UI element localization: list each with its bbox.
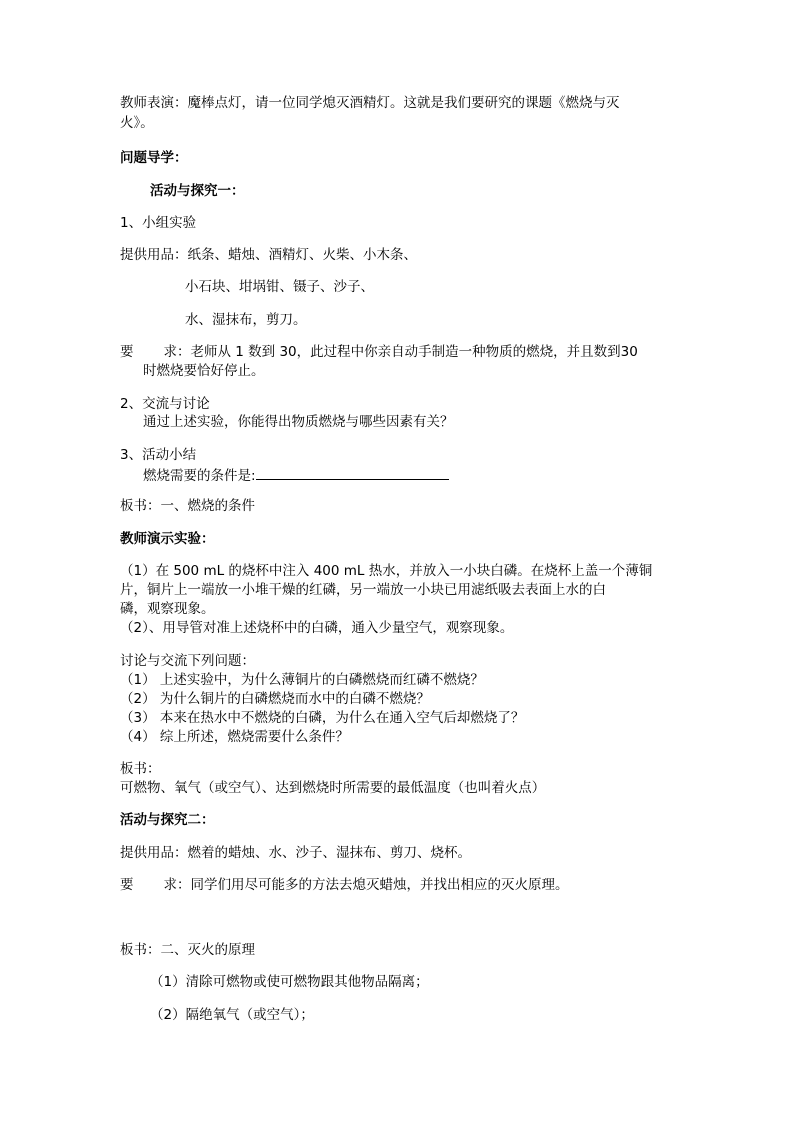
intro-line-1: 教师表演：魔棒点灯，请一位同学熄灭酒精灯。这就是我们要研究的课题《燃烧与灭 (120, 95, 620, 111)
intro-line-2: 火》。 (120, 115, 154, 131)
activity2-heading: 活动与探究二： (120, 812, 215, 828)
discussion-question-2: （2） 为什么铜片的白磷燃烧而水中的白磷不燃烧？ (120, 691, 430, 707)
activity2-req-text: 同学们用尽可能多的方法去熄灭蜡烛，并找出相应的灭火原理。 (190, 877, 569, 893)
activity2-requirement (120, 876, 569, 894)
supplies-text-1: 纸条、蜡烛、酒精灯、火柴、小木条、 (187, 247, 417, 263)
activity2-req-label-b: 求： (163, 877, 191, 893)
activity1-heading: 活动与探究一： (150, 183, 245, 199)
demo-step1-line-3: 磷，观察现象。 (120, 601, 215, 617)
requirement-label-b: 求： (163, 344, 191, 360)
extinguish-principle-2: （2）隔绝氧气（或空气）； (150, 1007, 314, 1023)
activity2-req-label-a: 要 (120, 877, 134, 893)
activity1-item3: 3、活动小结 (120, 447, 197, 463)
activity1-item2-text: 通过上述实验，你能得出物质燃烧与哪些因素有关？ (143, 414, 454, 430)
discussion-question-4: （4） 综上所述，燃烧需要什么条件？ (120, 729, 349, 745)
requirement-label-a: 要 (120, 344, 134, 360)
discussion-heading: 讨论与交流下列问题： (120, 653, 255, 669)
condition-prompt: 燃烧需要的条件是: (143, 468, 256, 484)
activity1-item1: 1、小组实验 (120, 215, 197, 231)
requirement-line-1 (120, 343, 638, 361)
discussion-question-1: （1） 上述实验中，为什么薄铜片的白磷燃烧而红磷不燃烧？ (120, 672, 484, 688)
activity1-item2: 2、交流与讨论 (120, 396, 210, 412)
supplies-line-2: 小石块、坩埚钳、镊子、沙子、 (185, 279, 374, 295)
requirement-line-2: 时燃烧要恰好停止。 (143, 363, 265, 379)
board-note-1: 板书：一、燃烧的条件 (120, 498, 255, 514)
fill-in-blank (256, 465, 449, 480)
board-note-2-label: 板书： (120, 761, 161, 777)
demo-heading: 教师演示实验： (120, 531, 215, 547)
board-note-2-text: 可燃物、氧气（或空气）、达到燃烧时所需要的最低温度（也叫着火点） (120, 780, 546, 796)
activity1-item3-line (143, 465, 449, 485)
extinguish-principle-1: （1）清除可燃物或使可燃物跟其他物品隔离； (150, 974, 429, 990)
supplies-label: 提供用品： (120, 247, 188, 263)
discussion-question-3: （3） 本来在热水中不燃烧的白磷，为什么在通入空气后却燃烧了？ (120, 710, 525, 726)
requirement-text-1: 老师从 1 数到 30，此过程中你亲自动手制造一种物质的燃烧，并且数到30 (190, 344, 638, 360)
activity2-supplies: 提供用品：燃着的蜡烛、水、沙子、湿抹布、剪刀、烧杯。 (120, 845, 471, 861)
demo-step2: （2）、用导管对准上述烧杯中的白磷，通入少量空气，观察现象。 (120, 620, 514, 636)
demo-step1-line-2: 片，铜片上一端放一小堆干燥的红磷，另一端放一小块已用滤纸吸去表面上水的白 (120, 582, 606, 598)
supplies-line-3: 水、湿抹布，剪刀。 (185, 312, 307, 328)
board-note-3: 板书：二、灭火的原理 (120, 942, 255, 958)
demo-step1-line-1: （1）在 500 mL 的烧杯中注入 400 mL 热水，并放入一小块白磷。在烧杯上盖一个薄铜 (120, 563, 653, 579)
supplies-line-1 (120, 246, 417, 264)
section-problem-heading: 问题导学： (120, 150, 188, 166)
